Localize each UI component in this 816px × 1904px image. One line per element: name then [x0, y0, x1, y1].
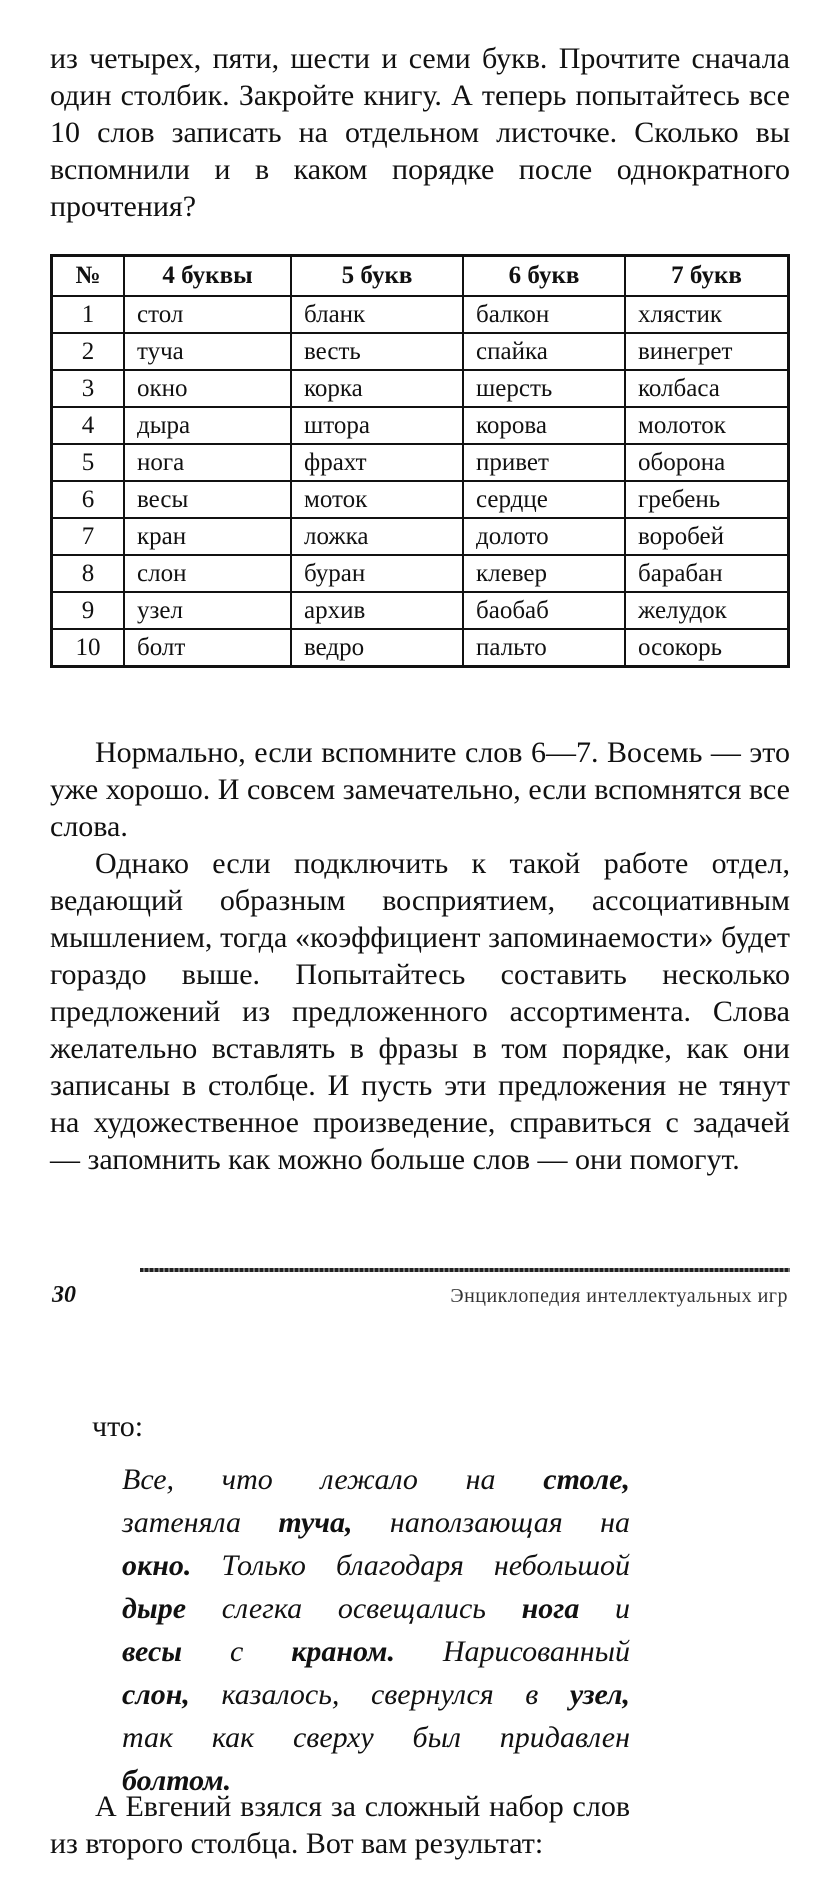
header-5-letters: 5 букв — [291, 256, 463, 297]
word-cell: дыра — [124, 407, 291, 444]
word-cell: барабан — [625, 555, 789, 592]
table-row — [52, 296, 789, 333]
continuation-word: что: — [92, 1410, 144, 1443]
word-cell: кран — [124, 518, 291, 555]
example-line: Все, что лежало на столе, — [122, 1463, 630, 1496]
word-cell: ложка — [291, 518, 463, 555]
word-cell: балкон — [463, 296, 625, 333]
running-footer-title: Энциклопедия интеллектуальных игр — [450, 1285, 788, 1307]
table-row — [52, 407, 789, 444]
row-number: 9 — [52, 592, 125, 629]
word-cell: нога — [124, 444, 291, 481]
word-cell: колбаса — [625, 370, 789, 407]
word-cell: хлястик — [625, 296, 789, 333]
example-line: слон, казалось, свернулся в узел, — [122, 1678, 630, 1711]
word-cell: гребень — [625, 481, 789, 518]
row-number: 1 — [52, 296, 125, 333]
paragraph-association-method: Однако если подключить к такой работе отдел, ведающий образным восприятием, ассоциативным мышлением, тогда «коэффициент запоминаемости» будет гораздо выше. Попытайтесь составить несколько предложений из предложенного ассортимента. Слова желательно вставлять в фразы в том порядке, как они записаны в столбце. И пусть эти предложения не тянут на художественное произведение, справиться с задачей — запомнить как можно больше слов — они помогут. — [50, 847, 790, 1176]
table-row — [52, 555, 789, 592]
word-cell: корова — [463, 407, 625, 444]
word-cell: весы — [124, 481, 291, 518]
word-cell: узел — [124, 592, 291, 629]
header-4-letters: 4 буквы — [124, 256, 291, 297]
example-line: весы с краном. Нарисованный — [122, 1635, 630, 1668]
word-cell: слон — [124, 555, 291, 592]
table-row — [52, 592, 789, 629]
table-row — [52, 444, 789, 481]
word-cell: бланк — [291, 296, 463, 333]
word-cell: корка — [291, 370, 463, 407]
word-cell: молоток — [625, 407, 789, 444]
example-line: болтом. — [122, 1764, 232, 1797]
word-cell: стол — [124, 296, 291, 333]
page-number: 30 — [52, 1282, 76, 1308]
word-cell: желудок — [625, 592, 789, 629]
word-cell: винегрет — [625, 333, 789, 370]
row-number: 2 — [52, 333, 125, 370]
example-line: дыре слегка освещались нога и — [122, 1592, 631, 1625]
table-row — [52, 518, 789, 555]
row-number: 6 — [52, 481, 125, 518]
word-cell: моток — [291, 481, 463, 518]
header-6-letters: 6 букв — [463, 256, 625, 297]
row-number: 8 — [52, 555, 125, 592]
word-cell: туча — [124, 333, 291, 370]
row-number: 5 — [52, 444, 125, 481]
footer-divider — [140, 1268, 790, 1272]
row-number: 7 — [52, 518, 125, 555]
table-header-row — [52, 256, 789, 297]
word-cell: осокорь — [625, 629, 789, 667]
word-cell: воробей — [625, 518, 789, 555]
word-cell: фрахт — [291, 444, 463, 481]
word-cell: весть — [291, 333, 463, 370]
example-line: так как сверху был придавлен — [122, 1721, 630, 1754]
intro-paragraph: из четырех, пяти, шести и семи букв. Прочтите сначала один столбик. Закройте книгу. А теперь попытайтесь все 10 слов записать на отдельном листочке. Сколько вы вспомнили и в каком порядке после однократного прочтения? — [50, 42, 790, 223]
word-cell: спайка — [463, 333, 625, 370]
word-cell: окно — [124, 370, 291, 407]
paragraph-evgeny: А Евгений взялся за сложный набор слов из второго столбца. Вот вам результат: — [50, 1790, 630, 1860]
word-cell: буран — [291, 555, 463, 592]
row-number: 3 — [52, 370, 125, 407]
word-cell: болт — [124, 629, 291, 667]
word-cell: клевер — [463, 555, 625, 592]
table-row — [52, 333, 789, 370]
example-line: окно. Только благодаря небольшой — [122, 1549, 630, 1582]
header-number: № — [52, 256, 125, 297]
word-cell: пальто — [463, 629, 625, 667]
table-row — [52, 629, 789, 667]
table-row — [52, 481, 789, 518]
paragraph-normal-result: Нормально, если вспомните слов 6—7. Восемь — это уже хорошо. И совсем замечательно, если вспомнятся все слова. — [50, 736, 790, 843]
word-cell: архив — [291, 592, 463, 629]
word-cell: оборона — [625, 444, 789, 481]
word-table — [50, 254, 790, 668]
word-cell: штора — [291, 407, 463, 444]
table-row — [52, 370, 789, 407]
word-cell: шерсть — [463, 370, 625, 407]
word-cell: сердце — [463, 481, 625, 518]
word-cell: долото — [463, 518, 625, 555]
word-cell: привет — [463, 444, 625, 481]
row-number: 4 — [52, 407, 125, 444]
example-sentences — [122, 1458, 630, 1802]
example-line: затеняла туча, наползающая на — [122, 1506, 630, 1539]
word-cell: баобаб — [463, 592, 625, 629]
row-number: 10 — [52, 629, 125, 667]
word-cell: ведро — [291, 629, 463, 667]
header-7-letters: 7 букв — [625, 256, 789, 297]
